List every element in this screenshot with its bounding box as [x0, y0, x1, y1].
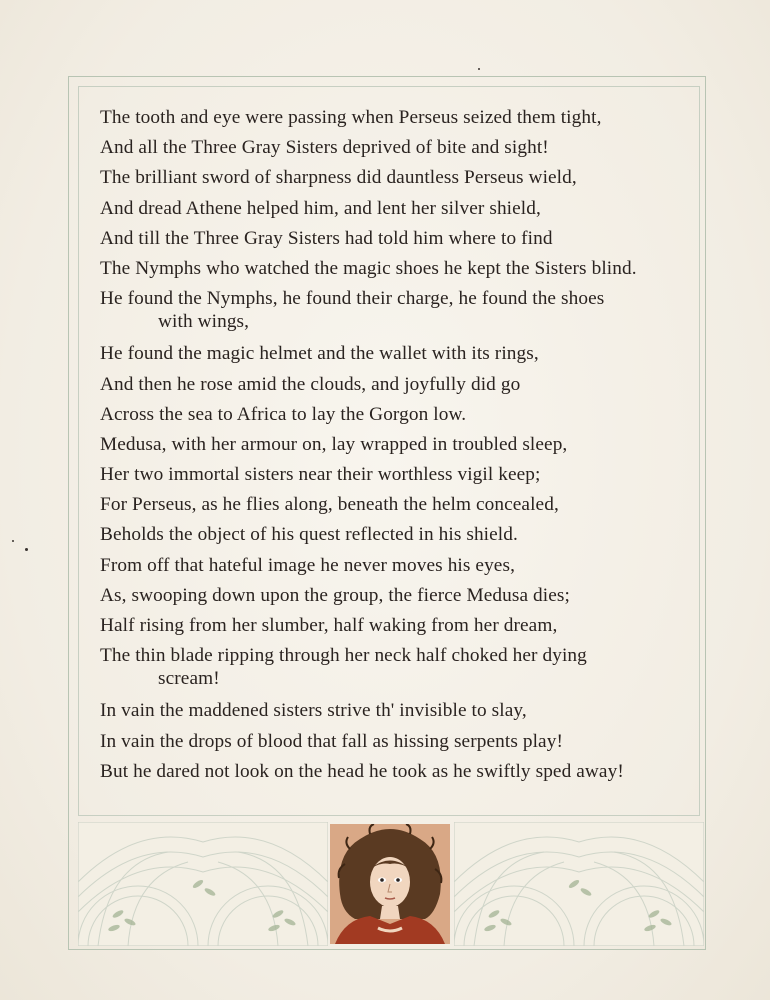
- decorative-frieze: [78, 822, 704, 946]
- poem-text: [100, 103, 686, 787]
- poem-line: And till the Three Gray Sisters had told him where to find: [100, 227, 553, 249]
- poem-line: The tooth and eye were passing when Perseus seized them tight,: [100, 107, 602, 128]
- poem-line: From off that hateful image he never moves his eyes,: [100, 554, 515, 576]
- poem-line: And all the Three Gray Sisters deprived of bite and sight!: [100, 137, 549, 159]
- fan-leaf-pattern-icon: [454, 822, 704, 946]
- poem-line: Medusa, with her armour on, lay wrapped in troubled sleep,: [100, 433, 568, 455]
- poem-line: The Nymphs who watched the magic shoes he kept the Sisters blind.: [100, 257, 637, 279]
- poem-line: For Perseus, as he flies along, beneath the helm concealed,: [100, 494, 559, 516]
- poem-line: Her two immortal sisters near their worthless vigil keep;: [100, 464, 541, 486]
- poem-line: And then he rose amid the clouds, and joyfully did go: [100, 373, 521, 395]
- poem-line: And dread Athene helped him, and lent her silver shield,: [100, 197, 541, 219]
- poem-line: As, swooping down upon the group, the fierce Medusa dies;: [100, 584, 570, 606]
- paper-speck: [478, 68, 480, 70]
- medusa-portrait-icon: [330, 824, 450, 944]
- fan-leaf-pattern-icon: [78, 822, 328, 946]
- poem-line: Beholds the object of his quest reflected in his shield.: [100, 524, 518, 546]
- poem-line: Half rising from her slumber, half waking from her dream,: [100, 615, 558, 636]
- poem-line: In vain the drops of blood that fall as hissing serpents play!: [100, 730, 563, 752]
- poem-line: But he dared not look on the head he took as he swiftly sped away!: [100, 760, 624, 782]
- poem-line: Across the sea to Africa to lay the Gorgon low.: [100, 403, 467, 425]
- poem-line-continuation: with wings,: [158, 311, 250, 333]
- poem-line: He found the magic helmet and the wallet with its rings,: [100, 343, 539, 365]
- poem-line: The thin blade ripping through her neck half choked her dying: [100, 645, 587, 667]
- paper-speck: [25, 548, 28, 551]
- poem-line: In vain the maddened sisters strive th' invisible to slay,: [100, 700, 527, 722]
- poem-line-continuation: scream!: [158, 668, 220, 690]
- paper-speck: [12, 540, 14, 542]
- poem-line: He found the Nymphs, he found their charge, he found the shoes: [100, 288, 605, 310]
- poem-line: The brilliant sword of sharpness did dauntless Perseus wield,: [100, 167, 577, 189]
